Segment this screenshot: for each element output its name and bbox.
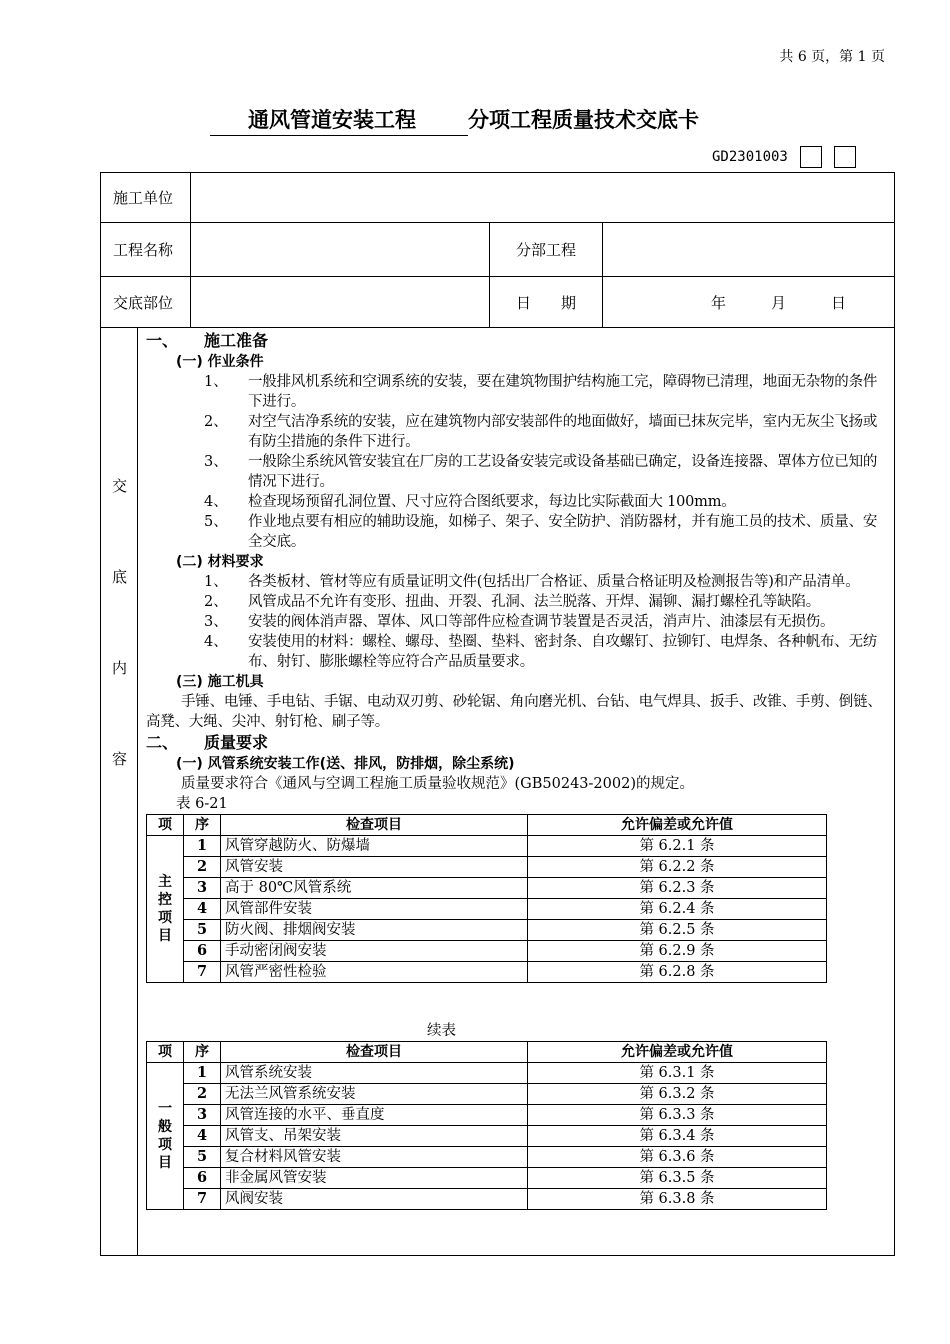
main-control-group-label: 主控项目 — [147, 836, 184, 983]
tools-text: 手锤、电锤、手电钻、手锯、电动双刃剪、砂轮锯、角向磨光机、台钻、电气焊具、扳手、改锥、手剪、倒链、高凳、大绳、尖冲、射钉枪、刷子等。 — [146, 694, 882, 730]
col-group: 项 — [147, 815, 184, 836]
list-item: 2、 风管成品不允许有变形、扭曲、开裂、孔洞、法兰脱落、开焊、漏铆、漏打螺栓孔等缺陷。 — [204, 594, 820, 610]
side-char-1: 交 — [112, 477, 128, 495]
subsection-duct-installation: (一) 风管系统安装工作(送、排风，防排烟，除尘系统) — [176, 756, 515, 772]
division-value-field[interactable] — [602, 223, 895, 276]
row-project — [101, 223, 894, 277]
document-title — [210, 104, 810, 136]
checkbox-2[interactable] — [834, 146, 856, 168]
side-label-column — [101, 328, 138, 1255]
unit-label: 施工单位 — [113, 189, 174, 207]
list-item: 4、 检查现场预留孔洞位置、尺寸应符合图纸要求，每边比实际截面大 100mm。 — [204, 494, 736, 510]
section-2-heading: 二、 质量要求 — [146, 733, 269, 752]
list-item: 4、 安装使用的材料：螺栓、螺母、垫圈、垫料、密封条、自攻螺钉、拉铆钉、电焊条、各种帆布、无纺布、射钉、膨胀螺栓等应符合产品质量要求。 — [204, 634, 878, 670]
table-caption: 表 6-21 — [176, 796, 228, 812]
list-item: 2、 对空气洁净系统的安装，应在建筑物内部安装部件的地面做好，墙面已抹灰完毕，室内无灰尘飞扬或有防尘措施的条件下进行。 — [204, 414, 878, 450]
col-group: 项 — [147, 1042, 184, 1063]
col-no: 序 — [184, 1042, 221, 1063]
table-row: 6 非金属风管安装 第 6.3.5 条 — [147, 1168, 827, 1189]
general-group-label: 一般项目 — [147, 1063, 184, 1210]
location-label: 交底部位 — [113, 293, 174, 312]
list-item: 3、 安装的阀体消声器、罩体、风口等部件应检查调节装置是否灵活，消声片、油漆层有无损伤。 — [204, 614, 835, 630]
subsection-work-conditions: (一) 作业条件 — [176, 354, 264, 370]
table-header-row — [147, 1042, 827, 1063]
table-row: 3 风管连接的水平、垂直度 第 6.3.3 条 — [147, 1105, 827, 1126]
col-no: 序 — [184, 815, 221, 836]
quality-standard-text: 质量要求符合《通风与空调工程施工质量验收规范》(GB50243-2002)的规定。 — [181, 776, 694, 792]
list-item: 1、 各类板材、管材等应有质量证明文件(包括出厂合格证、质量合格证明及检测报告等)和产品清单。 — [204, 574, 860, 590]
table-row: 7 风阀安装 第 6.3.8 条 — [147, 1189, 827, 1210]
work-conditions-list — [146, 372, 891, 552]
project-value-field[interactable] — [190, 223, 489, 276]
page-counter: 共 6 页，第 1 页 — [779, 49, 885, 65]
document-code — [712, 146, 856, 168]
subsection-tools: (三) 施工机具 — [176, 674, 264, 690]
main-control-table — [146, 814, 827, 983]
disclosure-content — [146, 330, 891, 1210]
division-label: 分部工程 — [489, 223, 602, 276]
form-frame — [100, 172, 895, 1256]
table-row: 5 防火阀、排烟阀安装 第 6.2.5 条 — [147, 920, 827, 941]
code-text: GD2301003 — [712, 149, 788, 165]
row-location — [101, 277, 894, 328]
table-row: 6 手动密闭阀安装 第 6.2.9 条 — [147, 941, 827, 962]
table-row: 2 无法兰风管系统安装 第 6.3.2 条 — [147, 1084, 827, 1105]
table-row: 4 风管支、吊架安装 第 6.3.4 条 — [147, 1126, 827, 1147]
continued-caption: 续表 — [427, 1023, 456, 1039]
col-value: 允许偏差或允许值 — [528, 1042, 827, 1063]
col-item: 检查项目 — [221, 815, 528, 836]
material-requirements-list — [146, 572, 891, 672]
date-label: 日 期 — [489, 277, 602, 327]
date-value[interactable]: 年 月 日 — [602, 277, 895, 327]
row-unit — [101, 173, 894, 223]
col-value: 允许偏差或允许值 — [528, 815, 827, 836]
checkbox-1[interactable] — [800, 146, 822, 168]
title-card-name: 分项工程质量技术交底卡 — [468, 108, 699, 132]
table-header-row — [147, 815, 827, 836]
project-label: 工程名称 — [113, 241, 174, 259]
table-row: 2 风管安装 第 6.2.2 条 — [147, 857, 827, 878]
table-row: 5 复合材料风管安装 第 6.3.6 条 — [147, 1147, 827, 1168]
location-value-field[interactable] — [190, 277, 489, 327]
table-row: 4 风管部件安装 第 6.2.4 条 — [147, 899, 827, 920]
table-row: 3 高于 80℃风管系统 第 6.2.3 条 — [147, 878, 827, 899]
list-item: 3、 一般除尘系统风管安装宜在厂房的工艺设备安装完或设备基础已确定，设备连接器、罩体方位已知的情况下进行。 — [204, 454, 878, 490]
side-char-3: 内 — [112, 659, 128, 677]
list-item: 5、 作业地点要有相应的辅助设施，如梯子、架子、安全防护、消防器材，并有施工员的技术、质量、安全交底。 — [204, 514, 878, 550]
table-row: 主控项目 1 风管穿越防火、防爆墙 第 6.2.1 条 — [147, 836, 827, 857]
col-item: 检查项目 — [221, 1042, 528, 1063]
unit-value-field[interactable] — [190, 173, 895, 222]
side-char-4: 容 — [112, 750, 128, 768]
title-project-type: 通风管道安装工程 — [210, 104, 468, 136]
table-row: 一般项目 1 风管系统安装 第 6.3.1 条 — [147, 1063, 827, 1084]
general-items-table — [146, 1041, 827, 1210]
table-row: 7 风管严密性检验 第 6.2.8 条 — [147, 962, 827, 983]
side-char-2: 底 — [112, 568, 128, 586]
subsection-material-requirements: (二) 材料要求 — [176, 554, 264, 570]
section-1-heading: 一、 施工准备 — [146, 331, 269, 350]
list-item: 1、 一般排风机系统和空调系统的安装，要在建筑物围护结构施工完，障碍物已清理，地面无杂物的条件下进行。 — [204, 374, 878, 410]
